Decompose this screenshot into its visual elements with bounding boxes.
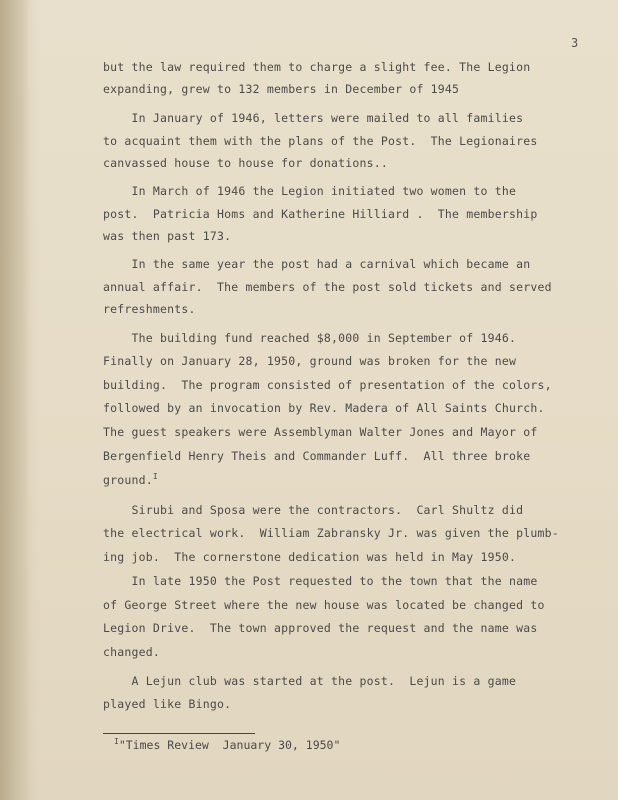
- footnote-text: "Times Review January 30, 1950": [118, 738, 341, 752]
- text-line: The guest speakers were Assemblyman Walter Jones and Mayor of: [103, 425, 538, 439]
- text-line: building. The program consisted of presentation of the colors,: [103, 378, 552, 392]
- text-line: ground.: [103, 473, 153, 487]
- text-line: Bergenfield Henry Theis and Commander Luff. All three broke: [103, 449, 531, 463]
- text-line: refreshments.: [103, 302, 196, 316]
- page-number: 3: [571, 36, 579, 50]
- text-line: followed by an invocation by Rev. Madera of All Saints Church.: [103, 401, 545, 415]
- text-line: Finally on January 28, 1950, ground was broken for the new: [103, 354, 517, 368]
- footnote-divider: [103, 733, 255, 734]
- text-line: but the law required them to charge a slight fee. The Legion: [103, 60, 531, 74]
- text-line: ing job. The cornerstone dedication was held in May 1950.: [103, 550, 517, 564]
- text-line: the electrical work. William Zabransky Jr. was given the plumb-: [103, 526, 559, 540]
- text-line: In March of 1946 the Legion initiated two women to the: [103, 184, 517, 198]
- text-line: expanding, grew to 132 members in December of 1945: [103, 82, 460, 96]
- text-line: In late 1950 the Post requested to the town that the name: [103, 574, 538, 588]
- text-line: The building fund reached $8,000 in September of 1946.: [103, 331, 517, 345]
- text-line: annual affair. The members of the post sold tickets and served: [103, 280, 552, 294]
- text-line: was then past 173.: [103, 229, 232, 243]
- text-line: played like Bingo.: [103, 697, 232, 711]
- footnote-marker: I: [114, 737, 119, 747]
- text-line: to acquaint them with the plans of the Post. The Legionaires: [103, 134, 538, 148]
- text-line: A Lejun club was started at the post. Lejun is a game: [103, 674, 517, 688]
- binding-shadow: [0, 0, 30, 800]
- text-line: Sirubi and Sposa were the contractors. Carl Shultz did: [103, 503, 524, 517]
- text-line-with-footnote: [103, 473, 158, 487]
- text-line: Legion Drive. The town approved the request and the name was: [103, 621, 538, 635]
- footnote-reference: I: [152, 472, 158, 482]
- text-line: of George Street where the new house was located be changed to: [103, 598, 545, 612]
- footnote: [114, 738, 340, 752]
- text-line: In the same year the post had a carnival which became an: [103, 257, 531, 271]
- text-line: canvassed house to house for donations..: [103, 156, 388, 170]
- text-line: changed.: [103, 645, 160, 659]
- text-line: post. Patricia Homs and Katherine Hilliard . The membership: [103, 207, 538, 221]
- text-line: In January of 1946, letters were mailed to all families: [103, 111, 524, 125]
